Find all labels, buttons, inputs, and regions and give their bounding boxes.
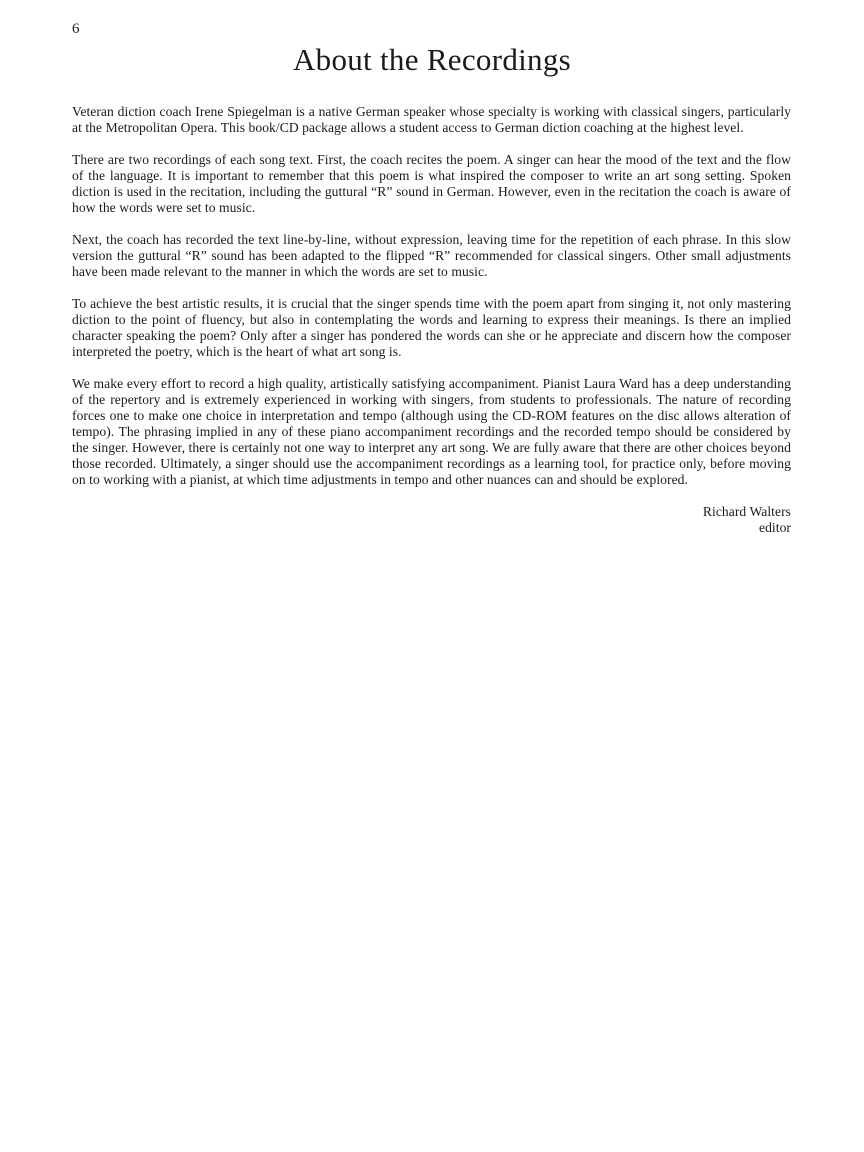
body-text xyxy=(72,104,791,536)
paragraph-two-recordings: There are two recordings of each song text. First, the coach recites the poem. A singer can hear the mood of the text and the flow of the language. It is important to remember that this poem is what inspired the composer to write an art song setting. Spoken diction is used in the recitation, including the guttural “R” sound in German. However, even in the recitation the coach is aware of how the words were set to music. xyxy=(72,152,791,215)
page-title: About the Recordings xyxy=(292,42,572,77)
paragraph-artistic-results: To achieve the best artistic results, it is crucial that the singer spends time with the poem apart from singing it, not only mastering diction to the point of fluency, but also in contemplating the words and learning to express their meanings. Is there an implied character speaking the poem? Only after a singer has pondered the words can she or he appreciate and discern how the composer interpreted the poetry, which is the heart of what art song is. xyxy=(72,296,791,359)
paragraph-line-by-line: Next, the coach has recorded the text line-by-line, without expression, leaving time for the repetition of each phrase. In this slow version the guttural “R” sound has been adapted to the flipped “R” recommended for classical singers. Other small adjustments have been made relevant to the manner in which the words are set to music. xyxy=(72,232,791,279)
paragraph-accompaniment: We make every effort to record a high quality, artistically satisfying accompaniment. Pianist Laura Ward has a deep understanding of the repertory and is extremely experienced in working with singers, from students to professionals. The nature of recording forces one to make one choice in interpretation and tempo (although using the CD-ROM features on the disc allows alteration of tempo). The phrasing implied in any of these piano accompaniment recordings and the recorded tempo should be considered by the singer. However, there is certainly not one way to interpret any art song. We are fully aware that there are other choices beyond those recorded. Ultimately, a singer should use the accompaniment recordings as a learning tool, for practice only, before moving on to working with a pianist, at which time adjustments in tempo and other nuances can and should be explored. xyxy=(72,376,791,487)
signature-block xyxy=(72,504,791,536)
paragraph-intro-coach: Veteran diction coach Irene Spiegelman is a native German speaker whose specialty is working with classical singers, particularly at the Metropolitan Opera. This book/CD package allows a student access to German diction coaching at the highest level. xyxy=(72,104,791,135)
signature-name: Richard Walters xyxy=(702,504,791,519)
page-number: 6 xyxy=(72,21,80,37)
signature-role: editor xyxy=(758,520,791,535)
